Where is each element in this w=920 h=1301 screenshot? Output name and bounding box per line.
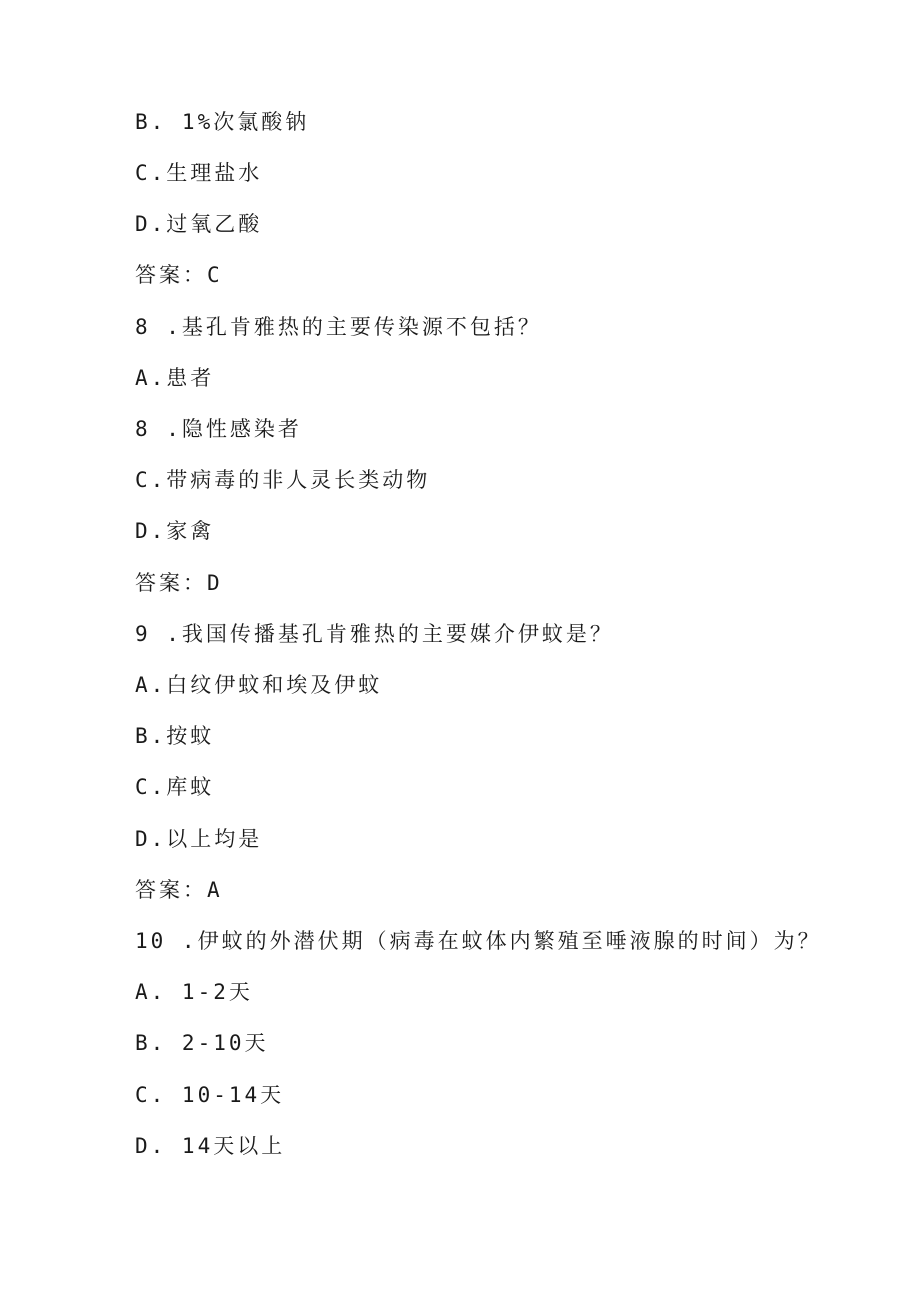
- answer-q7: 答案：C: [135, 263, 223, 287]
- option-b-q7: B. 1%次氯酸钠: [135, 110, 310, 134]
- option-d-q8: D.家禽: [135, 519, 215, 543]
- option-a-q8: A.患者: [135, 366, 215, 390]
- answer-q8: 答案：D: [135, 571, 223, 595]
- option-a-q9: A.白纹伊蚊和埃及伊蚊: [135, 673, 383, 697]
- option-c-q9: C.库蚊: [135, 775, 215, 799]
- question-10: 10 .伊蚊的外潜伏期（病毒在蚊体内繁殖至唾液腺的时间）为？: [135, 929, 822, 953]
- question-8: 8 .基孔肯雅热的主要传染源不包括？: [135, 315, 542, 339]
- question-9: 9 .我国传播基孔肯雅热的主要媒介伊蚊是？: [135, 622, 614, 646]
- option-d-q10: D. 14天以上: [135, 1134, 286, 1158]
- option-b-q10: B. 2-10天: [135, 1031, 269, 1055]
- option-a-q10: A. 1-2天: [135, 980, 253, 1004]
- option-b-q9: B.按蚊: [135, 724, 215, 748]
- option-c-q8: C.带病毒的非人灵长类动物: [135, 468, 431, 492]
- option-d-q9: D.以上均是: [135, 827, 263, 851]
- option-c-q7: C.生理盐水: [135, 161, 263, 185]
- option-b-q8: 8 .隐性感染者: [135, 417, 302, 441]
- answer-q9: 答案：A: [135, 878, 223, 902]
- option-d-q7: D.过氧乙酸: [135, 212, 263, 236]
- option-c-q10: C. 10-14天: [135, 1083, 285, 1107]
